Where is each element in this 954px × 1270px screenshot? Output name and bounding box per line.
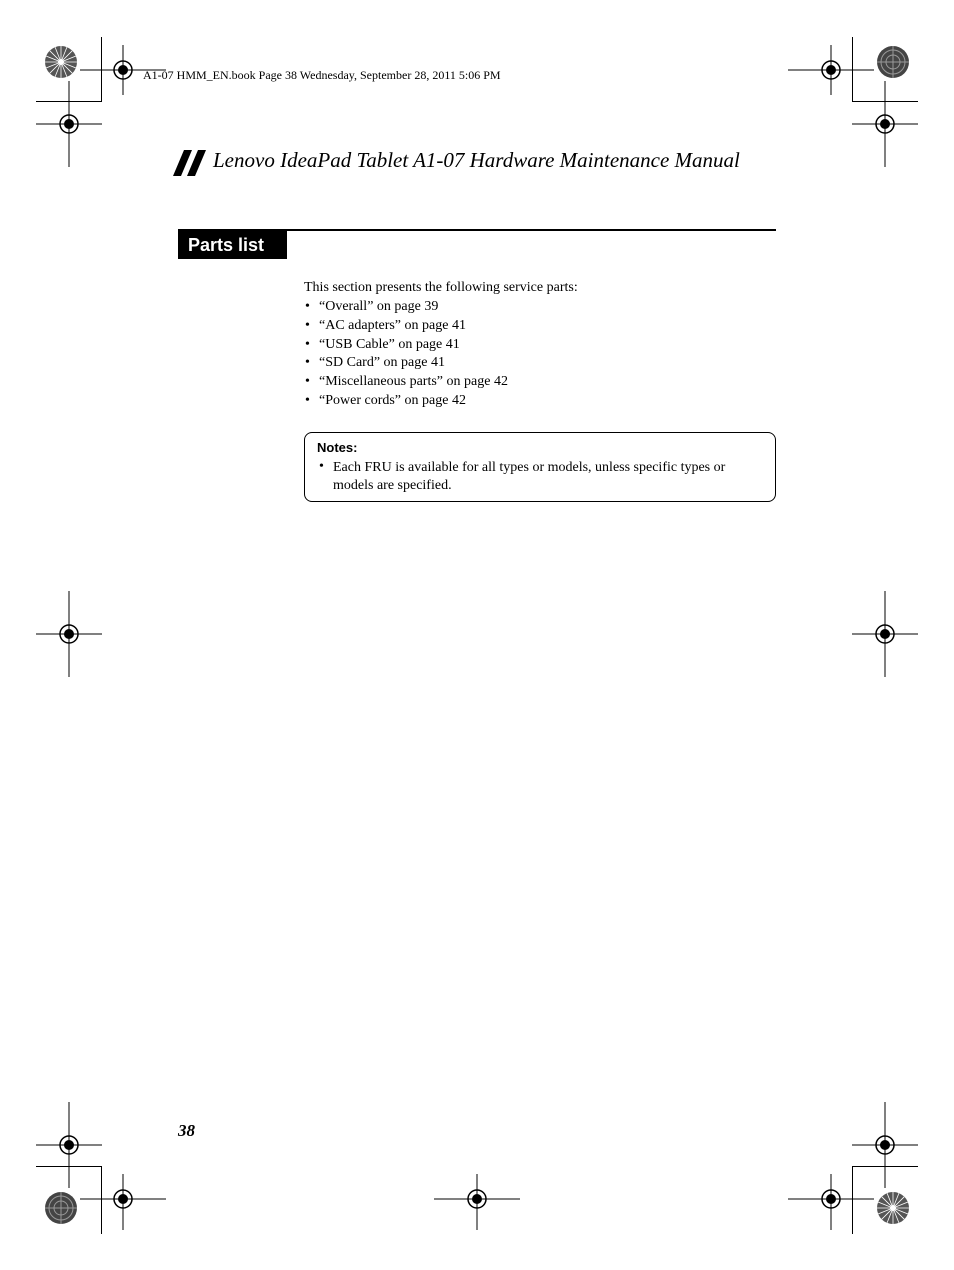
bullet-icon: • — [305, 355, 310, 371]
running-header-title: Lenovo IdeaPad Tablet A1-07 Hardware Maintenance Manual — [213, 148, 740, 172]
list-item[interactable] — [304, 317, 508, 336]
registration-mark-icon — [852, 81, 918, 167]
color-target-top-right — [868, 37, 918, 87]
list-item-link[interactable]: “USB Cable” on page 41 — [319, 336, 460, 352]
list-item-link[interactable]: “Power cords” on page 42 — [319, 392, 466, 408]
list-item[interactable] — [304, 392, 508, 411]
list-item[interactable] — [304, 354, 508, 373]
bullet-icon: • — [305, 336, 310, 352]
file-info: A1-07 HMM_EN.book Page 38 Wednesday, September 28, 2011 5:06 PM — [143, 68, 501, 82]
registration-mark-icon — [852, 591, 918, 677]
list-item[interactable] — [304, 336, 508, 355]
double-slash-icon — [173, 150, 207, 176]
registration-mark-icon — [788, 1174, 874, 1230]
registration-mark-icon — [36, 591, 102, 677]
page-number: 38 — [178, 1121, 195, 1140]
list-item[interactable] — [304, 373, 508, 392]
bullet-icon: • — [319, 459, 324, 474]
registration-mark-icon — [80, 1174, 166, 1230]
notes-item: Each FRU is available for all types or models, unless specific types or models are specified. — [333, 460, 726, 493]
bullet-icon: • — [305, 299, 310, 314]
registration-mark-icon — [434, 1174, 520, 1230]
list-item-link[interactable]: “AC adapters” on page 41 — [319, 317, 466, 333]
list-item-link[interactable]: “Miscellaneous parts” on page 42 — [319, 374, 508, 390]
color-target-bottom-right — [868, 1183, 918, 1233]
list-item-link[interactable]: “SD Card” on page 41 — [319, 355, 445, 371]
bullet-icon: • — [305, 374, 310, 390]
parts-list — [304, 298, 508, 411]
bullet-icon: • — [305, 317, 310, 333]
list-item-link[interactable]: “Overall” on page 39 — [319, 299, 439, 314]
registration-mark-icon — [36, 81, 102, 167]
list-item[interactable] — [304, 298, 508, 317]
section-title: Parts list — [178, 231, 287, 259]
color-target-bottom-left — [36, 1183, 86, 1233]
section-intro: This section presents the following service parts: — [304, 280, 578, 295]
color-target-top-left — [36, 37, 86, 87]
notes-title: Notes: — [317, 440, 358, 455]
bullet-icon: • — [305, 392, 310, 408]
